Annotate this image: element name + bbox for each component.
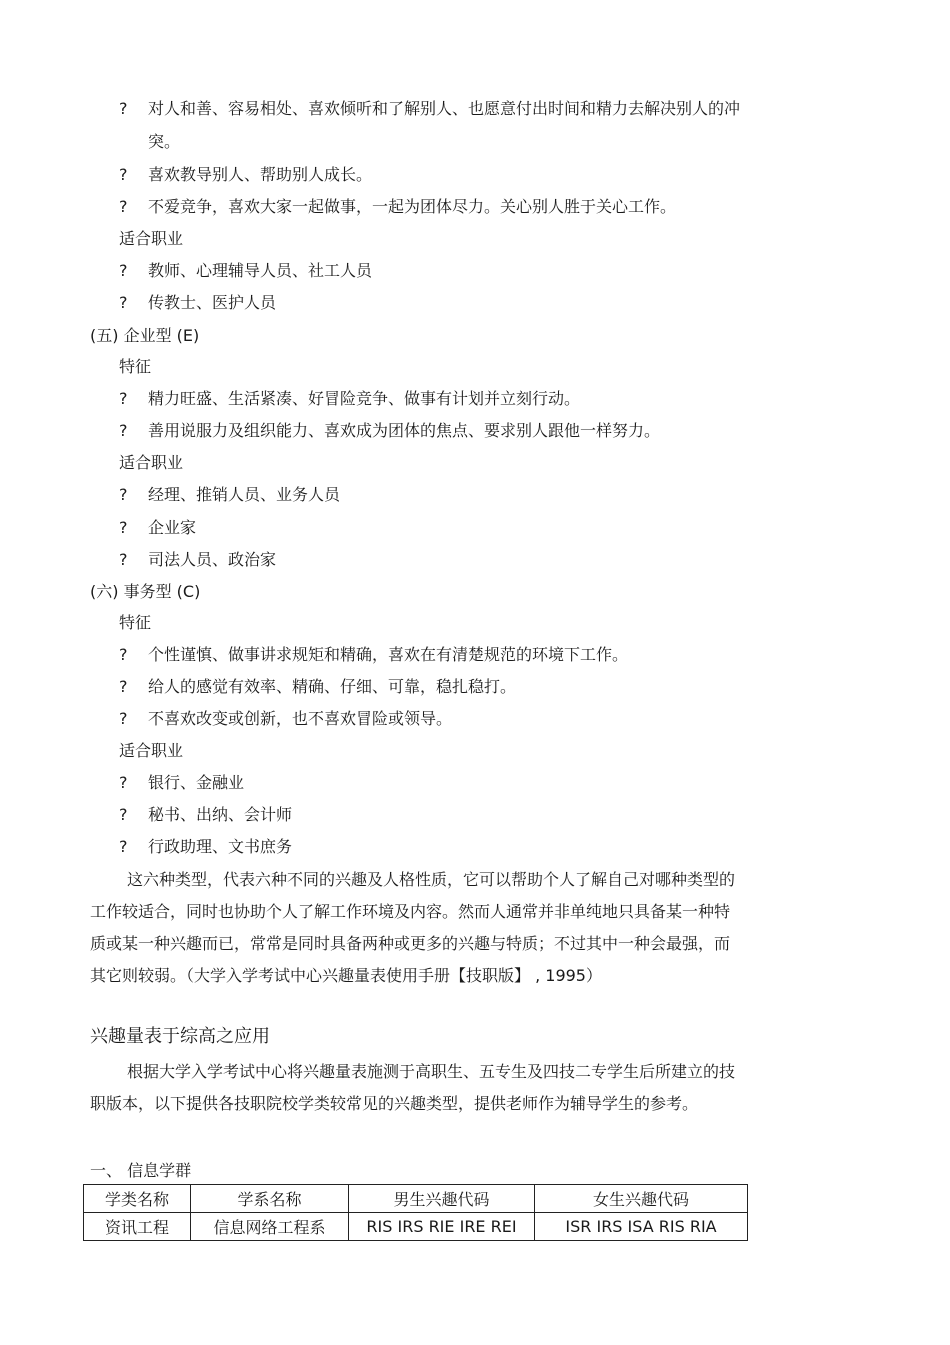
- feature-item: 个性谨慎、做事讲求规矩和精确，喜欢在有清楚规范的环境下工作。: [148, 645, 629, 664]
- interest-code-table: [83, 1184, 748, 1241]
- application-heading: 兴趣量表于综高之应用: [90, 1026, 270, 1047]
- bullet-marker: ?: [119, 550, 128, 569]
- feature-item: 对人和善、容易相处、喜欢倾听和了解别人、也愿意付出时间和精力去解决别人的冲: [148, 99, 741, 118]
- feature-item-continuation: 突。: [148, 132, 181, 151]
- careers-label: 适合职业: [119, 741, 184, 760]
- bullet-marker: ?: [119, 197, 128, 216]
- application-line: 职版本，以下提供各技职院校学类较常见的兴趣类型，提供老师作为辅导学生的参考。: [90, 1094, 699, 1113]
- table-header-cell: 学系名称: [191, 1185, 349, 1213]
- bullet-marker: ?: [119, 165, 128, 184]
- feature-item: 喜欢教导别人、帮助别人成长。: [148, 165, 373, 184]
- bullet-marker: ?: [119, 645, 128, 664]
- bullet-marker: ?: [119, 485, 128, 504]
- careers-label: 适合职业: [119, 229, 184, 248]
- summary-line: 质或某一种兴趣而已，常常是同时具备两种或更多的兴趣与特质；不过其中一种会最强，而: [90, 934, 731, 953]
- bullet-marker: ?: [119, 709, 128, 728]
- career-item: 经理、推销人员、业务人员: [148, 485, 341, 504]
- career-item: 教师、心理辅导人员、社工人员: [148, 261, 373, 280]
- table-header-cell: 学类名称: [84, 1185, 191, 1213]
- bullet-marker: ?: [119, 261, 128, 280]
- summary-line: 这六种类型，代表六种不同的兴趣及人格性质，它可以帮助个人了解自己对哪种类型的: [127, 870, 736, 889]
- career-item: 行政助理、文书庶务: [148, 837, 293, 856]
- table-cell: RIS IRS RIE IRE REI: [349, 1213, 535, 1241]
- bullet-marker: ?: [119, 421, 128, 440]
- table-cell: 信息网络工程系: [191, 1213, 349, 1241]
- bullet-marker: ?: [119, 293, 128, 312]
- table-header-row: [84, 1185, 748, 1213]
- table-header-cell: 男生兴趣代码: [349, 1185, 535, 1213]
- bullet-marker: ?: [119, 805, 128, 824]
- bullet-marker: ?: [119, 773, 128, 792]
- table-cell: ISR IRS ISA RIS RIA: [535, 1213, 748, 1241]
- features-label: 特征: [119, 613, 152, 632]
- feature-item: 不喜欢改变或创新，也不喜欢冒险或领导。: [148, 709, 453, 728]
- career-item: 司法人员、政治家: [148, 550, 277, 569]
- feature-item: 不爱竞争，喜欢大家一起做事，一起为团体尽力。关心别人胜于关心工作。: [148, 197, 677, 216]
- table-row: [84, 1213, 748, 1241]
- bullet-marker: ?: [119, 389, 128, 408]
- bullet-marker: ?: [119, 837, 128, 856]
- features-label: 特征: [119, 357, 152, 376]
- career-item: 秘书、出纳、会计师: [148, 805, 293, 824]
- careers-label: 适合职业: [119, 453, 184, 472]
- section-title-conventional: (六) 事务型 (C): [90, 582, 201, 601]
- section-title-enterprising: (五) 企业型 (E): [90, 326, 200, 345]
- bullet-marker: ?: [119, 518, 128, 537]
- bullet-marker: ?: [119, 677, 128, 696]
- feature-item: 给人的感觉有效率、精确、仔细、可靠，稳扎稳打。: [148, 677, 517, 696]
- career-item: 企业家: [148, 518, 197, 537]
- group-title: 一、 信息学群: [90, 1161, 192, 1180]
- table-header-cell: 女生兴趣代码: [535, 1185, 748, 1213]
- application-line: 根据大学入学考试中心将兴趣量表施测于高职生、五专生及四技二专学生后所建立的技: [127, 1062, 736, 1081]
- career-item: 传教士、医护人员: [148, 293, 277, 312]
- feature-item: 善用说服力及组织能力、喜欢成为团体的焦点、要求别人跟他一样努力。: [148, 421, 661, 440]
- feature-item: 精力旺盛、生活紧凑、好冒险竞争、做事有计划并立刻行动。: [148, 389, 581, 408]
- summary-line: 工作较适合，同时也协助个人了解工作环境及内容。然而人通常并非单纯地只具备某一种特: [90, 902, 731, 921]
- career-item: 银行、金融业: [148, 773, 245, 792]
- summary-line: 其它则较弱。（大学入学考试中心兴趣量表使用手册【技职版】 , 1995）: [90, 966, 602, 985]
- bullet-marker: ?: [119, 99, 128, 118]
- table-cell: 资讯工程: [84, 1213, 191, 1241]
